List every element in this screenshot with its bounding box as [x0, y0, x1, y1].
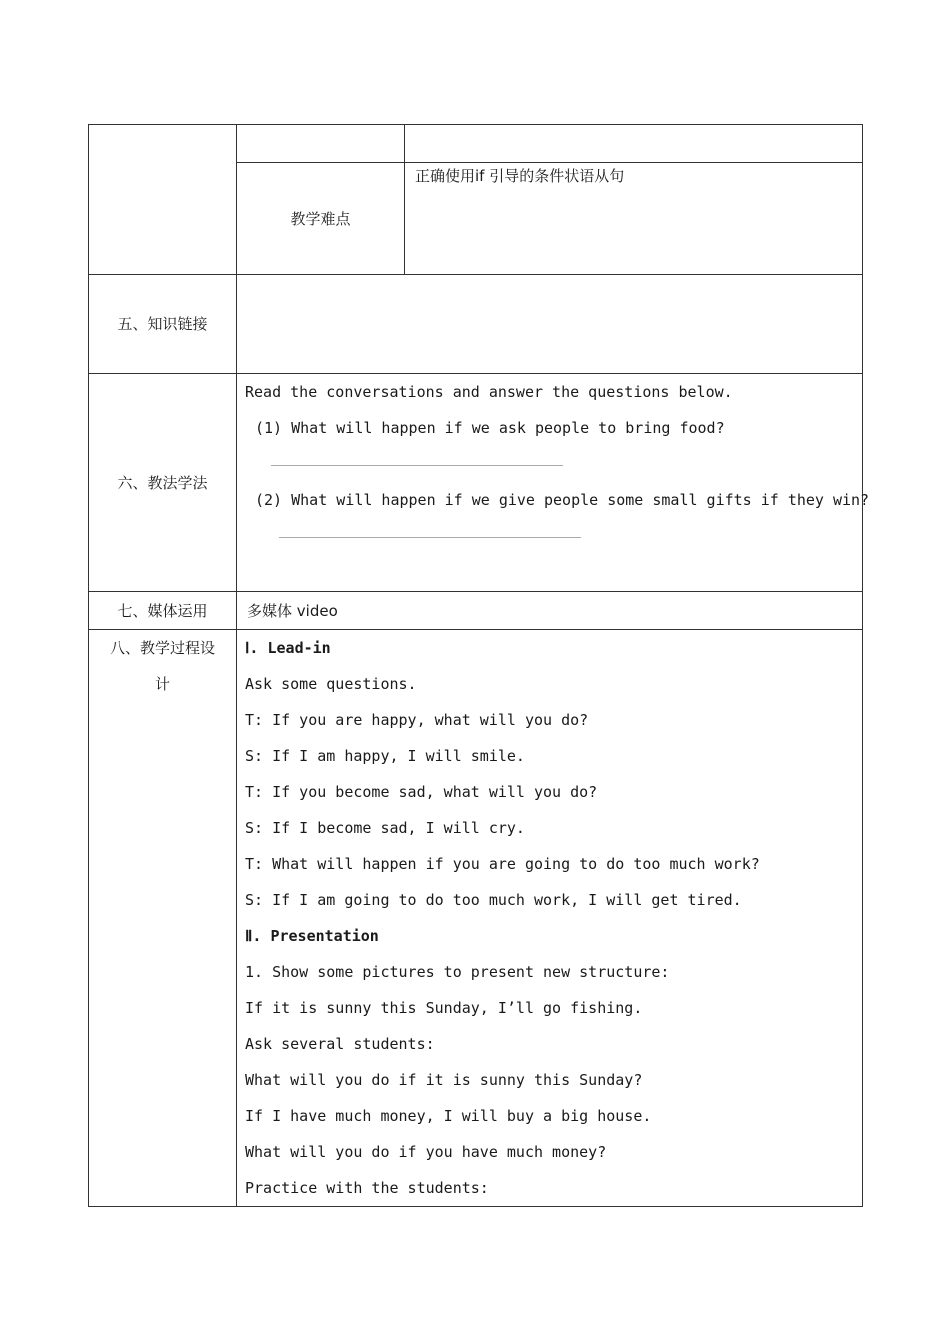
empty-cell — [405, 125, 863, 163]
process-line: T: If you are happy, what will you do? — [245, 711, 589, 729]
knowledge-link-label: 五、知识链接 — [89, 275, 237, 374]
media-label: 七、媒体运用 — [89, 592, 237, 630]
section-heading-presentation: Ⅱ. Presentation — [245, 927, 379, 945]
table-row — [89, 630, 863, 1207]
process-line: Practice with the students: — [245, 1179, 489, 1197]
methods-content — [237, 374, 870, 592]
process-line: Ask some questions. — [245, 675, 417, 693]
table-row — [89, 125, 863, 163]
process-line: S: If I am going to do too much work, I will get tired. — [245, 891, 742, 909]
process-label-line-2: 计 — [154, 675, 170, 693]
question-2: (2) What will happen if we give people some small gifts if they win? — [255, 491, 870, 509]
process-line: What will you do if it is sunny this Sunday? — [245, 1071, 643, 1089]
lesson-plan-table — [88, 124, 870, 1207]
table-row — [89, 275, 863, 374]
process-line: If I have much money, I will buy a big house. — [245, 1107, 652, 1125]
process-label — [89, 630, 237, 1207]
empty-cell — [237, 125, 405, 163]
answer-line-1 — [271, 464, 563, 466]
table-row — [89, 592, 863, 630]
process-line: T: If you become sad, what will you do? — [245, 783, 598, 801]
section-heading-lead-in: Ⅰ. Lead-in — [245, 639, 331, 657]
empty-label-cell — [89, 125, 237, 275]
process-line: S: If I am happy, I will smile. — [245, 747, 525, 765]
difficulty-content: 正确使用if 引导的条件状语从句 — [405, 163, 863, 275]
question-1: (1) What will happen if we ask people to bring food? — [255, 419, 725, 437]
process-line: Ask several students: — [245, 1035, 435, 1053]
methods-label: 六、教法学法 — [89, 374, 237, 592]
answer-line-2 — [279, 536, 581, 538]
process-content — [237, 630, 863, 1207]
difficulty-label: 教学难点 — [237, 163, 405, 275]
process-line: S: If I become sad, I will cry. — [245, 819, 525, 837]
process-line: What will you do if you have much money? — [245, 1143, 607, 1161]
knowledge-link-content — [237, 275, 863, 374]
process-line: 1. Show some pictures to present new structure: — [245, 963, 670, 981]
process-line: If it is sunny this Sunday, I’ll go fishing. — [245, 999, 643, 1017]
process-label-line-1: 八、教学过程设 — [109, 639, 215, 657]
table-row — [89, 374, 863, 592]
methods-intro: Read the conversations and answer the questions below. — [245, 383, 733, 401]
process-line: T: What will happen if you are going to do too much work? — [245, 855, 760, 873]
media-content: 多媒体 video — [237, 592, 863, 630]
